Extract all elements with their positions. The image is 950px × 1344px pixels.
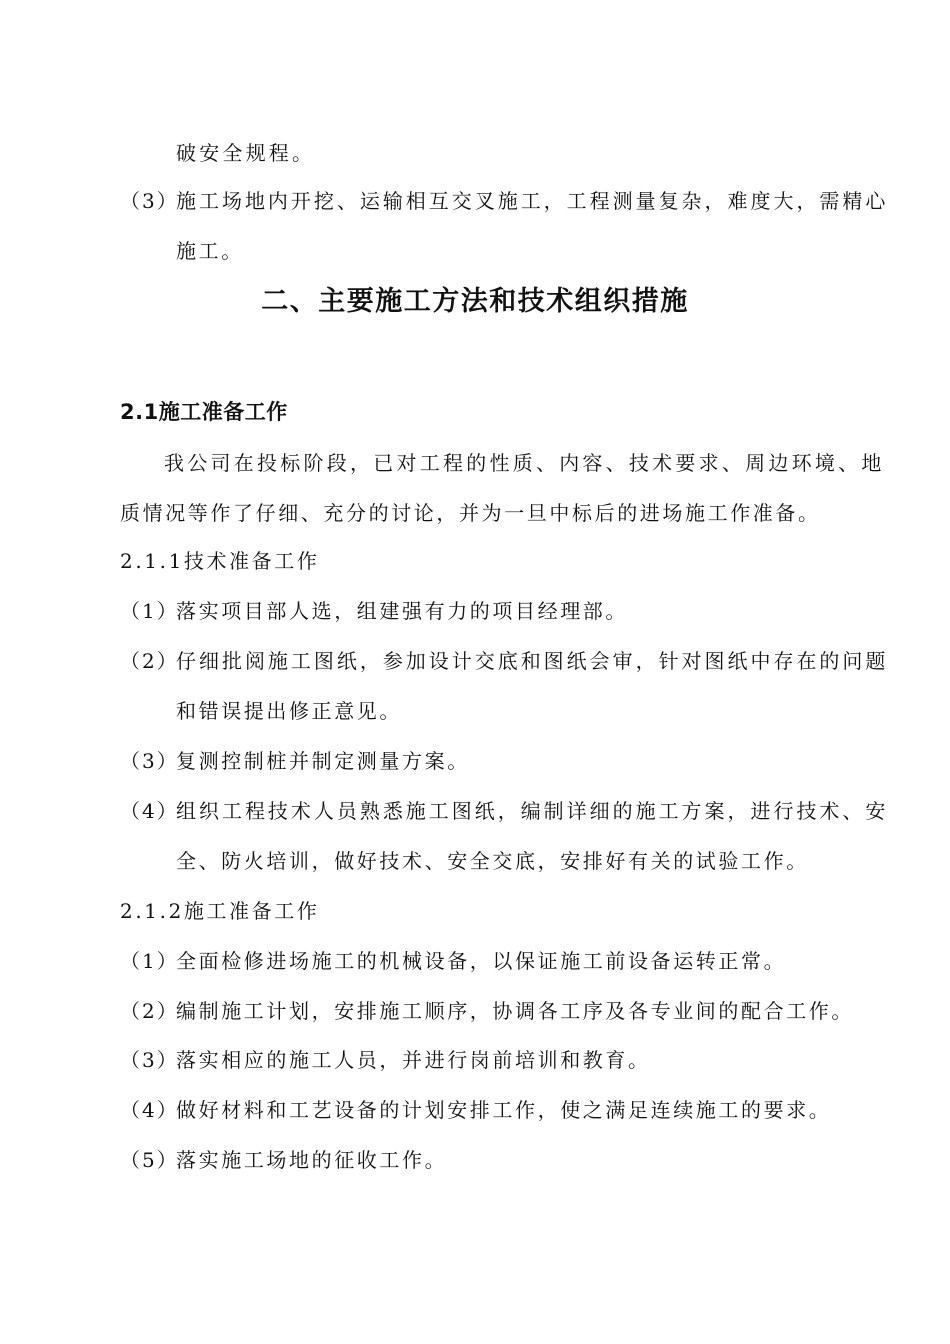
item-number: （1） [120,599,179,623]
item-text: 复测控制桩并制定测量方案。 [176,749,470,773]
subsection-title: 2.1施工准备工作 [120,400,288,424]
item-number: （2） [120,649,179,673]
item-text: 落实相应的施工人员，并进行岗前培训和教育。 [176,1048,651,1072]
item-number: （1） [120,949,179,973]
item-number: （5） [120,1148,179,1172]
item-text: 施工场地内开挖、运输相互交叉施工，工程测量复杂，难度大，需精心施工。 [176,189,888,263]
item-text: 全面检修进场施工的机械设备，以保证施工前设备运转正常。 [176,949,787,973]
item-text: 组织工程技术人员熟悉施工图纸，编制详细的施工方案，进行技术、安全、防火培训，做好技术、安全交底，安排好有关的试验工作。 [176,799,888,873]
item-text: 仔细批阅施工图纸，参加设计交底和图纸会审，针对图纸中存在的问题和错误提出修正意见。 [176,649,888,723]
continuation-text: 破安全规程。 [176,141,316,165]
construction-prep-title: 2.1.2施工准备工作 [120,899,320,923]
item-number: （4） [120,1098,179,1122]
tech-prep-title: 2.1.1技术准备工作 [120,549,320,573]
item-number: （2） [120,999,179,1023]
item-number: （3） [120,749,179,773]
intro-paragraph: 我公司在投标阶段，已对工程的性质、内容、技术要求、周边环境、地质情况等作了仔细、充分的讨论，并为一旦中标后的进场施工作准备。 [120,451,884,525]
item-text: 编制施工计划，安排施工顺序，协调各工序及各专业间的配合工作。 [176,999,854,1023]
item-number: （4） [120,799,179,823]
item-number: （3） [120,189,179,213]
section-title: 二、主要施工方法和技术组织措施 [261,286,689,317]
item-text: 落实项目部人选，组建强有力的项目经理部。 [176,599,628,623]
item-text: 落实施工场地的征收工作。 [176,1148,448,1172]
item-number: （3） [120,1048,179,1072]
item-text: 做好材料和工艺设备的计划安排工作，使之满足连续施工的要求。 [176,1098,832,1122]
